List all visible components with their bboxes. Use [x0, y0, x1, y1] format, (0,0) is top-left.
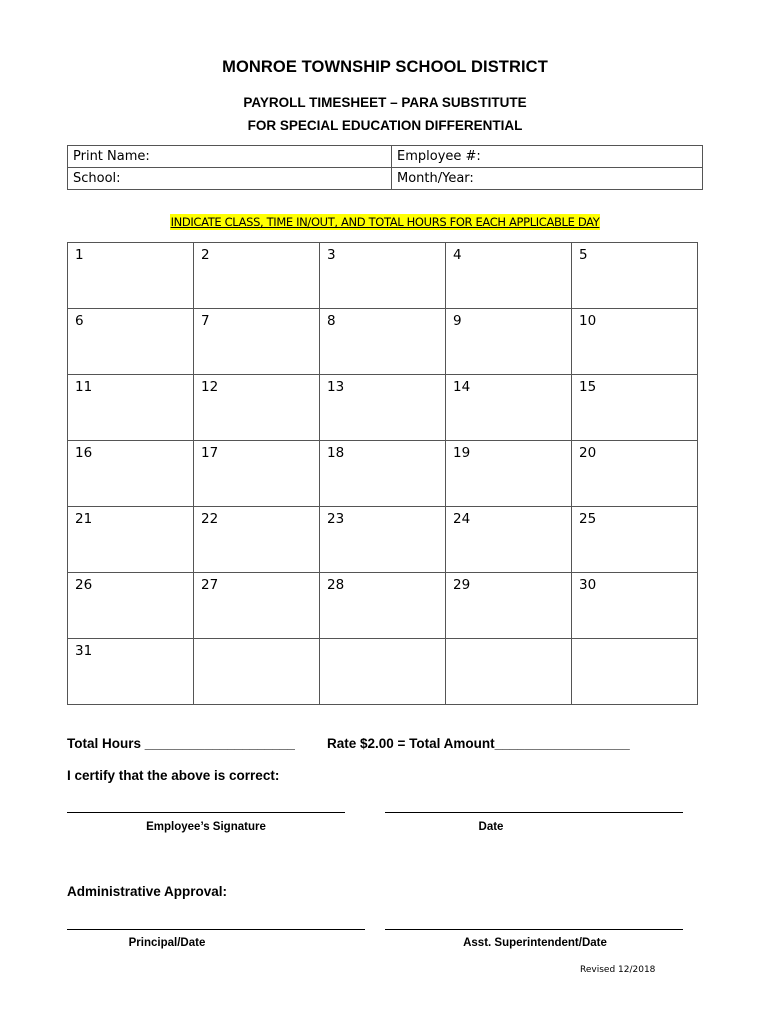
day-cell[interactable]: 11	[68, 375, 194, 441]
day-cell[interactable]: 2	[194, 243, 320, 309]
day-cell[interactable]: 31	[68, 639, 194, 705]
day-cell[interactable]	[446, 639, 572, 705]
district-title: MONROE TOWNSHIP SCHOOL DISTRICT	[222, 58, 548, 76]
day-cell[interactable]: 30	[572, 573, 698, 639]
day-cell[interactable]: 29	[446, 573, 572, 639]
day-cell[interactable]: 5	[572, 243, 698, 309]
day-cell[interactable]: 22	[194, 507, 320, 573]
day-calendar-grid	[67, 242, 698, 705]
day-cell[interactable]: 21	[68, 507, 194, 573]
principal-date-label: Principal/Date	[128, 937, 206, 949]
day-cell[interactable]: 26	[68, 573, 194, 639]
day-cell[interactable]: 17	[194, 441, 320, 507]
day-cell[interactable]: 7	[194, 309, 320, 375]
administrative-approval-heading: Administrative Approval:	[67, 884, 228, 899]
day-cell[interactable]	[572, 639, 698, 705]
day-cell[interactable]: 24	[446, 507, 572, 573]
day-cell[interactable]: 27	[194, 573, 320, 639]
day-cell[interactable]: 1	[68, 243, 194, 309]
day-cell[interactable]: 8	[320, 309, 446, 375]
date-line[interactable]	[385, 812, 683, 813]
day-cell[interactable]: 9	[446, 309, 572, 375]
revision-note: Revised 12/2018	[580, 965, 656, 975]
form-title: PAYROLL TIMESHEET – PARA SUBSTITUTE	[243, 95, 527, 110]
print-name-field[interactable]: Print Name:	[68, 146, 392, 168]
day-cell[interactable]: 15	[572, 375, 698, 441]
day-cell[interactable]: 25	[572, 507, 698, 573]
total-hours-field[interactable]: Total Hours ____________________	[67, 736, 295, 751]
total-amount-field[interactable]: Rate $2.00 = Total Amount__________________	[327, 736, 630, 751]
principal-signature-line[interactable]	[67, 929, 365, 930]
employee-signature-line[interactable]	[67, 812, 345, 813]
day-cell[interactable]: 3	[320, 243, 446, 309]
day-cell[interactable]	[320, 639, 446, 705]
day-cell[interactable]: 6	[68, 309, 194, 375]
day-cell[interactable]: 18	[320, 441, 446, 507]
day-cell[interactable]: 23	[320, 507, 446, 573]
instruction-text: INDICATE CLASS, TIME IN/OUT, AND TOTAL HOURS FOR EACH APPLICABLE DAY	[170, 215, 600, 229]
day-cell[interactable]: 12	[194, 375, 320, 441]
form-subtitle: FOR SPECIAL EDUCATION DIFFERENTIAL	[247, 118, 523, 133]
month-year-field[interactable]: Month/Year:	[392, 168, 703, 190]
employee-signature-label: Employee’s Signature	[146, 821, 266, 833]
day-cell[interactable]: 28	[320, 573, 446, 639]
day-cell[interactable]: 16	[68, 441, 194, 507]
employee-number-field[interactable]: Employee #:	[392, 146, 703, 168]
superintendent-date-label: Asst. Superintendent/Date	[463, 937, 607, 949]
day-cell[interactable]: 19	[446, 441, 572, 507]
superintendent-signature-line[interactable]	[385, 929, 683, 930]
day-cell[interactable]: 20	[572, 441, 698, 507]
day-cell[interactable]: 14	[446, 375, 572, 441]
day-cell[interactable]	[194, 639, 320, 705]
employee-info-table	[67, 145, 703, 190]
certify-statement: I certify that the above is correct:	[67, 768, 280, 783]
day-cell[interactable]: 4	[446, 243, 572, 309]
day-cell[interactable]: 10	[572, 309, 698, 375]
instruction-banner	[0, 213, 770, 231]
school-field[interactable]: School:	[68, 168, 392, 190]
date-label: Date	[478, 821, 504, 833]
day-cell[interactable]: 13	[320, 375, 446, 441]
